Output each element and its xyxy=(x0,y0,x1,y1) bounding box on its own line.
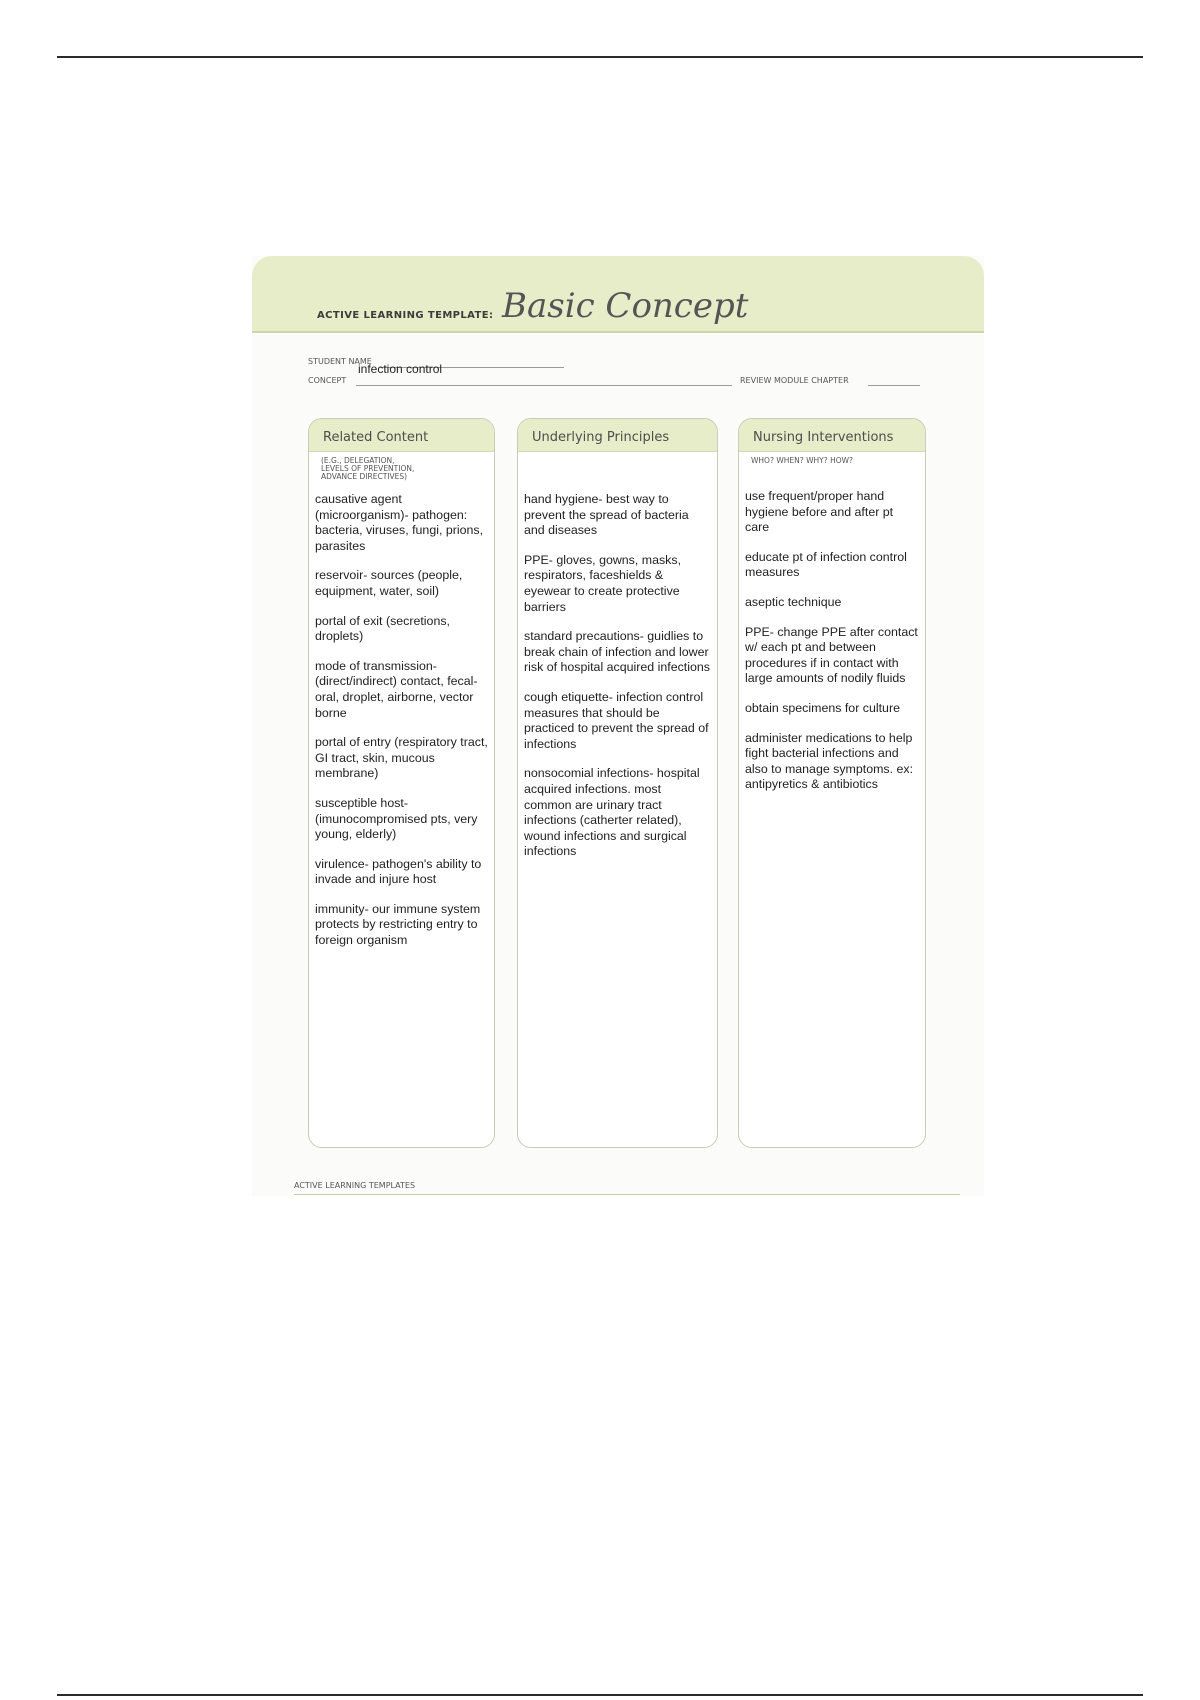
page-bottom-rule xyxy=(57,1694,1143,1696)
template-title: Basic Concept xyxy=(502,286,749,326)
concept-label: CONCEPT xyxy=(308,376,347,385)
list-item: administer medications to help fight bacterial infections and also to manage symptoms. ex: antipyretics & antibiotics xyxy=(745,730,914,792)
nursing-interventions-header: Nursing Interventions xyxy=(739,419,925,452)
related-content-hint-line: ADVANCE DIRECTIVES) xyxy=(321,472,408,481)
list-item: reservoir- sources (people, equipment, water, soil) xyxy=(315,568,463,598)
related-content-hint-line: (E.G., DELEGATION, xyxy=(321,456,395,465)
related-content-body xyxy=(309,481,494,949)
related-content-hint-line: LEVELS OF PREVENTION, xyxy=(321,464,415,473)
underlying-principles-header: Underlying Principles xyxy=(518,419,717,452)
list-item: hand hygiene- best way to prevent the spread of bacteria and diseases xyxy=(524,492,689,538)
concept-line xyxy=(356,385,732,386)
related-content-header: Related Content xyxy=(309,419,494,452)
template-label: ACTIVE LEARNING TEMPLATE: xyxy=(317,310,494,321)
list-item: nonsocomial infections- hospital acquired infections. most common are urinary tract infections (catherter related), wound infections and surgical infections xyxy=(524,766,700,859)
list-item: susceptible host- (imunocompromised pts, very young, elderly) xyxy=(315,795,478,842)
list-item: portal of entry (respiratory tract, GI tract, skin, mucous membrane) xyxy=(315,735,488,781)
review-module-line xyxy=(868,385,920,386)
list-item: causative agent (microorganism)- pathogen: bacteria, viruses, fungi, prions, parasites xyxy=(315,492,484,553)
nursing-interventions-hint-line: WHO? WHEN? WHY? HOW? xyxy=(751,456,854,465)
list-item: obtain specimens for culture xyxy=(745,700,900,715)
list-item: PPE- change PPE after contact w/ each pt and between procedures if in contact with large amounts of nodily fluids xyxy=(745,624,918,686)
underlying-principles-body xyxy=(518,452,717,860)
list-item: immunity- our immune system protects by restricting entry to foreign organism xyxy=(315,901,481,948)
list-item: cough etiquette- infection control measures that should be practiced to prevent the spread of infections xyxy=(524,689,709,751)
list-item: PPE- gloves, gowns, masks, respirators, faceshields & eyewear to create protective barriers xyxy=(524,552,682,614)
list-item: use frequent/proper hand hygiene before and after pt care xyxy=(745,489,894,535)
footer-rule xyxy=(294,1194,960,1195)
review-module-label: REVIEW MODULE CHAPTER xyxy=(740,376,849,385)
nursing-interventions-body xyxy=(739,465,925,793)
list-item: virulence- pathogen's ability to invade and injure host xyxy=(315,856,482,887)
concept-value: infection control xyxy=(358,362,443,376)
footer-label: ACTIVE LEARNING TEMPLATES xyxy=(294,1181,416,1190)
list-item: mode of transmission- (direct/indirect) contact, fecal-oral, droplet, airborne, vector borne xyxy=(315,658,478,720)
nursing-interventions-hint xyxy=(739,452,925,465)
list-item: portal of exit (secretions, droplets) xyxy=(315,613,450,644)
worksheet xyxy=(252,256,984,1196)
page-top-rule xyxy=(57,56,1143,58)
student-name-label: STUDENT NAME xyxy=(308,357,372,366)
related-content-column xyxy=(308,418,495,1148)
template-banner xyxy=(252,256,984,333)
list-item: standard precautions- guidlies to break chain of infection and lower risk of hospital acquired infections xyxy=(524,629,710,675)
list-item: aseptic technique xyxy=(745,594,842,609)
list-item: educate pt of infection control measures xyxy=(745,549,907,580)
related-content-hint xyxy=(309,452,494,481)
nursing-interventions-column xyxy=(738,418,926,1148)
underlying-principles-column xyxy=(517,418,718,1148)
